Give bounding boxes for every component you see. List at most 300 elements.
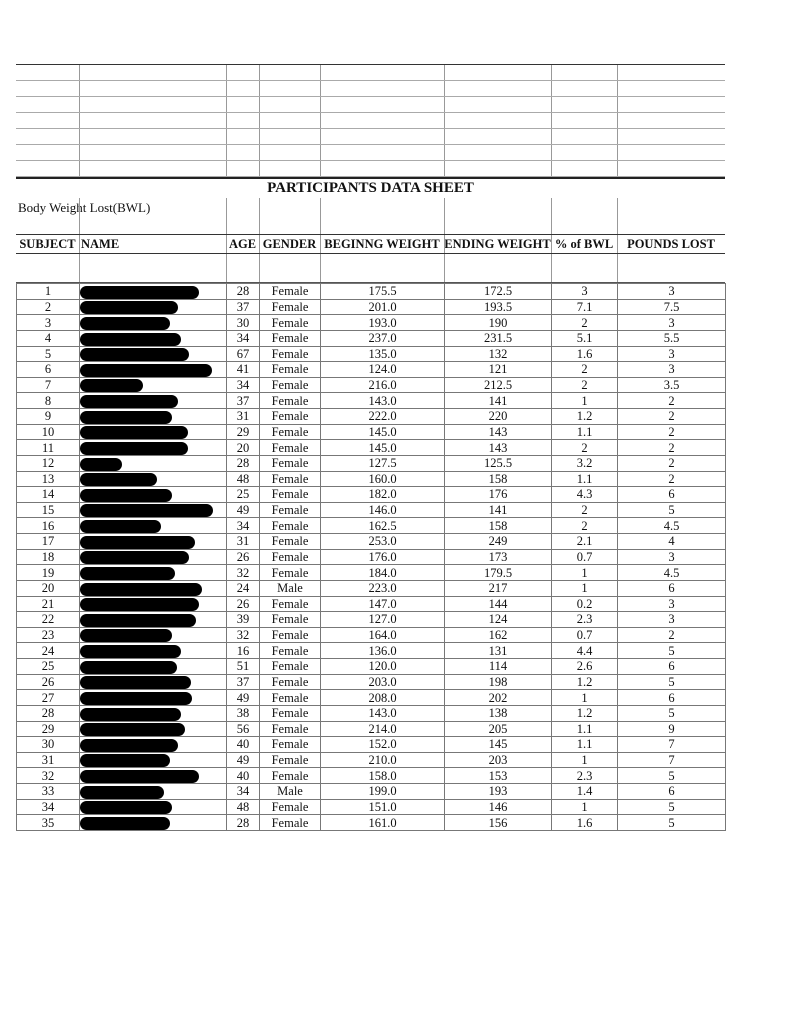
subject-cell: 17 xyxy=(17,534,80,550)
redaction-bar xyxy=(80,504,213,517)
lost-cell: 7.5 xyxy=(618,299,726,315)
lost-cell: 5 xyxy=(618,705,726,721)
name-cell-redacted xyxy=(80,690,227,706)
subject-cell: 10 xyxy=(17,424,80,440)
table-row xyxy=(17,768,726,784)
pct-cell: 3 xyxy=(552,284,618,300)
empty-row xyxy=(16,254,725,283)
age-cell: 49 xyxy=(227,690,260,706)
pct-cell: 2 xyxy=(552,377,618,393)
end-cell: 176 xyxy=(445,487,552,503)
pct-cell: 1 xyxy=(552,565,618,581)
end-cell: 158 xyxy=(445,518,552,534)
begin-cell: 182.0 xyxy=(321,487,445,503)
end-cell: 124 xyxy=(445,612,552,628)
name-cell-redacted xyxy=(80,284,227,300)
end-cell: 114 xyxy=(445,659,552,675)
table-row xyxy=(17,705,726,721)
pct-cell: 1.1 xyxy=(552,737,618,753)
begin-cell: 127.5 xyxy=(321,455,445,471)
name-cell-redacted xyxy=(80,580,227,596)
lost-cell: 3 xyxy=(618,362,726,378)
redaction-bar xyxy=(80,723,185,736)
blank-row xyxy=(16,81,725,97)
gender-cell: Female xyxy=(260,752,321,768)
table-row xyxy=(17,518,726,534)
lost-cell: 4.5 xyxy=(618,518,726,534)
pct-cell: 1.2 xyxy=(552,674,618,690)
gender-cell: Male xyxy=(260,784,321,800)
age-cell: 32 xyxy=(227,565,260,581)
gender-cell: Female xyxy=(260,768,321,784)
redaction-bar xyxy=(80,364,212,377)
gender-cell: Female xyxy=(260,690,321,706)
blank-row xyxy=(16,129,725,145)
begin-cell: 201.0 xyxy=(321,299,445,315)
end-cell: 193.5 xyxy=(445,299,552,315)
begin-cell: 214.0 xyxy=(321,721,445,737)
redaction-bar xyxy=(80,536,195,549)
gender-cell: Female xyxy=(260,424,321,440)
redaction-bar xyxy=(80,567,175,580)
table-row xyxy=(17,643,726,659)
page-title: PARTICIPANTS DATA SHEET xyxy=(267,180,474,196)
subtitle: Body Weight Lost(BWL) xyxy=(18,200,151,215)
age-cell: 37 xyxy=(227,299,260,315)
redaction-bar xyxy=(80,708,181,721)
begin-cell: 253.0 xyxy=(321,534,445,550)
end-cell: 220 xyxy=(445,409,552,425)
age-cell: 67 xyxy=(227,346,260,362)
pct-cell: 2 xyxy=(552,440,618,456)
lost-cell: 3.5 xyxy=(618,377,726,393)
redaction-bar xyxy=(80,629,172,642)
begin-cell: 203.0 xyxy=(321,674,445,690)
gender-cell: Female xyxy=(260,330,321,346)
pct-cell: 2.3 xyxy=(552,612,618,628)
begin-cell: 136.0 xyxy=(321,643,445,659)
gender-cell: Female xyxy=(260,643,321,659)
gender-cell: Female xyxy=(260,737,321,753)
begin-cell: 208.0 xyxy=(321,690,445,706)
age-cell: 40 xyxy=(227,768,260,784)
end-cell: 172.5 xyxy=(445,284,552,300)
end-cell: 143 xyxy=(445,440,552,456)
table-row xyxy=(17,815,726,831)
lost-cell: 5 xyxy=(618,502,726,518)
subject-cell: 13 xyxy=(17,471,80,487)
redaction-bar xyxy=(80,317,170,330)
end-cell: 249 xyxy=(445,534,552,550)
lost-cell: 5 xyxy=(618,643,726,659)
subject-cell: 30 xyxy=(17,737,80,753)
column-header: BEGINNG WEIGHT xyxy=(324,237,440,251)
redaction-bar xyxy=(80,426,188,439)
end-cell: 193 xyxy=(445,784,552,800)
begin-cell: 146.0 xyxy=(321,502,445,518)
redaction-bar xyxy=(80,661,177,674)
lost-cell: 2 xyxy=(618,471,726,487)
pct-cell: 2 xyxy=(552,502,618,518)
redaction-bar xyxy=(80,614,196,627)
age-cell: 48 xyxy=(227,471,260,487)
name-cell-redacted xyxy=(80,299,227,315)
subject-cell: 29 xyxy=(17,721,80,737)
subject-cell: 26 xyxy=(17,674,80,690)
pct-cell: 1 xyxy=(552,580,618,596)
begin-cell: 124.0 xyxy=(321,362,445,378)
end-cell: 231.5 xyxy=(445,330,552,346)
subtitle-row xyxy=(16,198,725,234)
table-row xyxy=(17,346,726,362)
subject-cell: 20 xyxy=(17,580,80,596)
table-row xyxy=(17,424,726,440)
name-cell-redacted xyxy=(80,815,227,831)
pct-cell: 1.1 xyxy=(552,424,618,440)
begin-cell: 135.0 xyxy=(321,346,445,362)
subject-cell: 27 xyxy=(17,690,80,706)
redaction-bar xyxy=(80,551,189,564)
end-cell: 202 xyxy=(445,690,552,706)
pct-cell: 7.1 xyxy=(552,299,618,315)
lost-cell: 3 xyxy=(618,549,726,565)
name-cell-redacted xyxy=(80,737,227,753)
name-cell-redacted xyxy=(80,549,227,565)
subject-cell: 15 xyxy=(17,502,80,518)
column-header: % of BWL xyxy=(554,237,614,251)
age-cell: 40 xyxy=(227,737,260,753)
redaction-bar xyxy=(80,442,188,455)
age-cell: 49 xyxy=(227,752,260,768)
redaction-bar xyxy=(80,458,122,471)
redaction-bar xyxy=(80,411,172,424)
end-cell: 190 xyxy=(445,315,552,331)
pct-cell: 5.1 xyxy=(552,330,618,346)
lost-cell: 2 xyxy=(618,424,726,440)
name-cell-redacted xyxy=(80,487,227,503)
pct-cell: 1 xyxy=(552,393,618,409)
blank-row xyxy=(16,113,725,129)
end-cell: 217 xyxy=(445,580,552,596)
end-cell: 132 xyxy=(445,346,552,362)
lost-cell: 3 xyxy=(618,346,726,362)
begin-cell: 162.5 xyxy=(321,518,445,534)
name-cell-redacted xyxy=(80,518,227,534)
name-cell-redacted xyxy=(80,565,227,581)
redaction-bar xyxy=(80,333,181,346)
end-cell: 173 xyxy=(445,549,552,565)
pct-cell: 2 xyxy=(552,518,618,534)
redaction-bar xyxy=(80,473,157,486)
subject-cell: 9 xyxy=(17,409,80,425)
end-cell: 125.5 xyxy=(445,455,552,471)
name-cell-redacted xyxy=(80,330,227,346)
redaction-bar xyxy=(80,489,172,502)
subject-cell: 4 xyxy=(17,330,80,346)
age-cell: 28 xyxy=(227,284,260,300)
column-header-row xyxy=(16,234,725,254)
age-cell: 30 xyxy=(227,315,260,331)
blank-row xyxy=(16,145,725,161)
subject-cell: 32 xyxy=(17,768,80,784)
subject-cell: 12 xyxy=(17,455,80,471)
blank-row xyxy=(16,65,725,81)
redaction-bar xyxy=(80,379,143,392)
pct-cell: 4.4 xyxy=(552,643,618,659)
age-cell: 31 xyxy=(227,534,260,550)
begin-cell: 127.0 xyxy=(321,612,445,628)
table-row xyxy=(17,330,726,346)
redaction-bar xyxy=(80,583,202,596)
begin-cell: 151.0 xyxy=(321,799,445,815)
end-cell: 203 xyxy=(445,752,552,768)
lost-cell: 6 xyxy=(618,580,726,596)
end-cell: 179.5 xyxy=(445,565,552,581)
age-cell: 34 xyxy=(227,784,260,800)
end-cell: 141 xyxy=(445,502,552,518)
age-cell: 16 xyxy=(227,643,260,659)
gender-cell: Female xyxy=(260,799,321,815)
lost-cell: 3 xyxy=(618,315,726,331)
name-cell-redacted xyxy=(80,674,227,690)
table-row xyxy=(17,690,726,706)
gender-cell: Female xyxy=(260,455,321,471)
table-row xyxy=(17,565,726,581)
begin-cell: 152.0 xyxy=(321,737,445,753)
gender-cell: Female xyxy=(260,534,321,550)
lost-cell: 2 xyxy=(618,409,726,425)
lost-cell: 5.5 xyxy=(618,330,726,346)
name-cell-redacted xyxy=(80,315,227,331)
redaction-bar xyxy=(80,598,199,611)
gender-cell: Female xyxy=(260,362,321,378)
lost-cell: 2 xyxy=(618,455,726,471)
end-cell: 153 xyxy=(445,768,552,784)
redaction-bar xyxy=(80,786,164,799)
redaction-bar xyxy=(80,692,192,705)
gender-cell: Female xyxy=(260,549,321,565)
pct-cell: 0.2 xyxy=(552,596,618,612)
redaction-bar xyxy=(80,754,170,767)
subject-cell: 28 xyxy=(17,705,80,721)
pct-cell: 1.4 xyxy=(552,784,618,800)
gender-cell: Female xyxy=(260,299,321,315)
gender-cell: Female xyxy=(260,315,321,331)
gender-cell: Female xyxy=(260,487,321,503)
subject-cell: 33 xyxy=(17,784,80,800)
age-cell: 41 xyxy=(227,362,260,378)
table-row xyxy=(17,471,726,487)
gender-cell: Female xyxy=(260,674,321,690)
age-cell: 38 xyxy=(227,705,260,721)
table-row xyxy=(17,737,726,753)
gender-cell: Female xyxy=(260,721,321,737)
table-row xyxy=(17,596,726,612)
gender-cell: Female xyxy=(260,502,321,518)
lost-cell: 5 xyxy=(618,815,726,831)
begin-cell: 147.0 xyxy=(321,596,445,612)
name-cell-redacted xyxy=(80,455,227,471)
end-cell: 156 xyxy=(445,815,552,831)
age-cell: 34 xyxy=(227,377,260,393)
table-row xyxy=(17,549,726,565)
pct-cell: 1.2 xyxy=(552,705,618,721)
gender-cell: Female xyxy=(260,409,321,425)
age-cell: 26 xyxy=(227,596,260,612)
lost-cell: 6 xyxy=(618,487,726,503)
blank-row xyxy=(16,97,725,113)
name-cell-redacted xyxy=(80,643,227,659)
begin-cell: 120.0 xyxy=(321,659,445,675)
column-header: ENDING WEIGHT xyxy=(444,237,551,251)
subject-cell: 25 xyxy=(17,659,80,675)
table-row xyxy=(17,612,726,628)
redaction-bar xyxy=(80,286,199,299)
end-cell: 146 xyxy=(445,799,552,815)
column-header: NAME xyxy=(81,237,120,251)
gender-cell: Female xyxy=(260,377,321,393)
pct-cell: 1.2 xyxy=(552,409,618,425)
table-row xyxy=(17,627,726,643)
end-cell: 144 xyxy=(445,596,552,612)
name-cell-redacted xyxy=(80,424,227,440)
pct-cell: 1 xyxy=(552,752,618,768)
table-row xyxy=(17,455,726,471)
end-cell: 212.5 xyxy=(445,377,552,393)
column-header: SUBJECT xyxy=(19,237,76,251)
lost-cell: 2 xyxy=(618,627,726,643)
table-row xyxy=(17,487,726,503)
gender-cell: Female xyxy=(260,518,321,534)
lost-cell: 6 xyxy=(618,690,726,706)
age-cell: 51 xyxy=(227,659,260,675)
subject-cell: 6 xyxy=(17,362,80,378)
redaction-bar xyxy=(80,801,172,814)
table-row xyxy=(17,409,726,425)
gender-cell: Female xyxy=(260,596,321,612)
subject-cell: 24 xyxy=(17,643,80,659)
begin-cell: 193.0 xyxy=(321,315,445,331)
subject-cell: 19 xyxy=(17,565,80,581)
age-cell: 37 xyxy=(227,674,260,690)
name-cell-redacted xyxy=(80,752,227,768)
subject-cell: 5 xyxy=(17,346,80,362)
lost-cell: 4.5 xyxy=(618,565,726,581)
table-row xyxy=(17,502,726,518)
gender-cell: Male xyxy=(260,580,321,596)
begin-cell: 199.0 xyxy=(321,784,445,800)
pct-cell: 2.3 xyxy=(552,768,618,784)
column-header: AGE xyxy=(228,237,257,251)
begin-cell: 160.0 xyxy=(321,471,445,487)
age-cell: 24 xyxy=(227,580,260,596)
begin-cell: 158.0 xyxy=(321,768,445,784)
age-cell: 48 xyxy=(227,799,260,815)
pct-cell: 3.2 xyxy=(552,455,618,471)
age-cell: 28 xyxy=(227,815,260,831)
subject-cell: 31 xyxy=(17,752,80,768)
end-cell: 143 xyxy=(445,424,552,440)
gender-cell: Female xyxy=(260,346,321,362)
pct-cell: 0.7 xyxy=(552,627,618,643)
table-row xyxy=(17,580,726,596)
pct-cell: 2.1 xyxy=(552,534,618,550)
gender-cell: Female xyxy=(260,659,321,675)
end-cell: 145 xyxy=(445,737,552,753)
lost-cell: 5 xyxy=(618,674,726,690)
age-cell: 32 xyxy=(227,627,260,643)
name-cell-redacted xyxy=(80,471,227,487)
age-cell: 31 xyxy=(227,409,260,425)
end-cell: 158 xyxy=(445,471,552,487)
age-cell: 34 xyxy=(227,330,260,346)
lost-cell: 7 xyxy=(618,737,726,753)
name-cell-redacted xyxy=(80,362,227,378)
redaction-bar xyxy=(80,395,178,408)
lost-cell: 5 xyxy=(618,799,726,815)
begin-cell: 223.0 xyxy=(321,580,445,596)
gender-cell: Female xyxy=(260,393,321,409)
pct-cell: 1.6 xyxy=(552,346,618,362)
subject-cell: 3 xyxy=(17,315,80,331)
blank-header-rows xyxy=(16,65,725,177)
column-header: POUNDS LOST xyxy=(627,237,715,251)
end-cell: 198 xyxy=(445,674,552,690)
participants-table xyxy=(16,283,726,831)
age-cell: 49 xyxy=(227,502,260,518)
name-cell-redacted xyxy=(80,440,227,456)
name-cell-redacted xyxy=(80,627,227,643)
begin-cell: 175.5 xyxy=(321,284,445,300)
name-cell-redacted xyxy=(80,768,227,784)
begin-cell: 143.0 xyxy=(321,705,445,721)
lost-cell: 6 xyxy=(618,784,726,800)
name-cell-redacted xyxy=(80,784,227,800)
redaction-bar xyxy=(80,301,178,314)
subject-cell: 14 xyxy=(17,487,80,503)
begin-cell: 176.0 xyxy=(321,549,445,565)
title-row xyxy=(16,177,725,198)
name-cell-redacted xyxy=(80,659,227,675)
end-cell: 205 xyxy=(445,721,552,737)
pct-cell: 1.1 xyxy=(552,721,618,737)
subject-cell: 35 xyxy=(17,815,80,831)
age-cell: 25 xyxy=(227,487,260,503)
redaction-bar xyxy=(80,645,181,658)
table-row xyxy=(17,659,726,675)
table-row xyxy=(17,799,726,815)
name-cell-redacted xyxy=(80,393,227,409)
lost-cell: 3 xyxy=(618,284,726,300)
name-cell-redacted xyxy=(80,799,227,815)
begin-cell: 210.0 xyxy=(321,752,445,768)
redaction-bar xyxy=(80,520,161,533)
pct-cell: 2.6 xyxy=(552,659,618,675)
gender-cell: Female xyxy=(260,705,321,721)
redaction-bar xyxy=(80,770,199,783)
pct-cell: 1.1 xyxy=(552,471,618,487)
age-cell: 56 xyxy=(227,721,260,737)
lost-cell: 3 xyxy=(618,596,726,612)
lost-cell: 5 xyxy=(618,768,726,784)
lost-cell: 2 xyxy=(618,440,726,456)
begin-cell: 145.0 xyxy=(321,440,445,456)
gender-cell: Female xyxy=(260,815,321,831)
gender-cell: Female xyxy=(260,612,321,628)
subject-cell: 7 xyxy=(17,377,80,393)
lost-cell: 7 xyxy=(618,752,726,768)
age-cell: 34 xyxy=(227,518,260,534)
